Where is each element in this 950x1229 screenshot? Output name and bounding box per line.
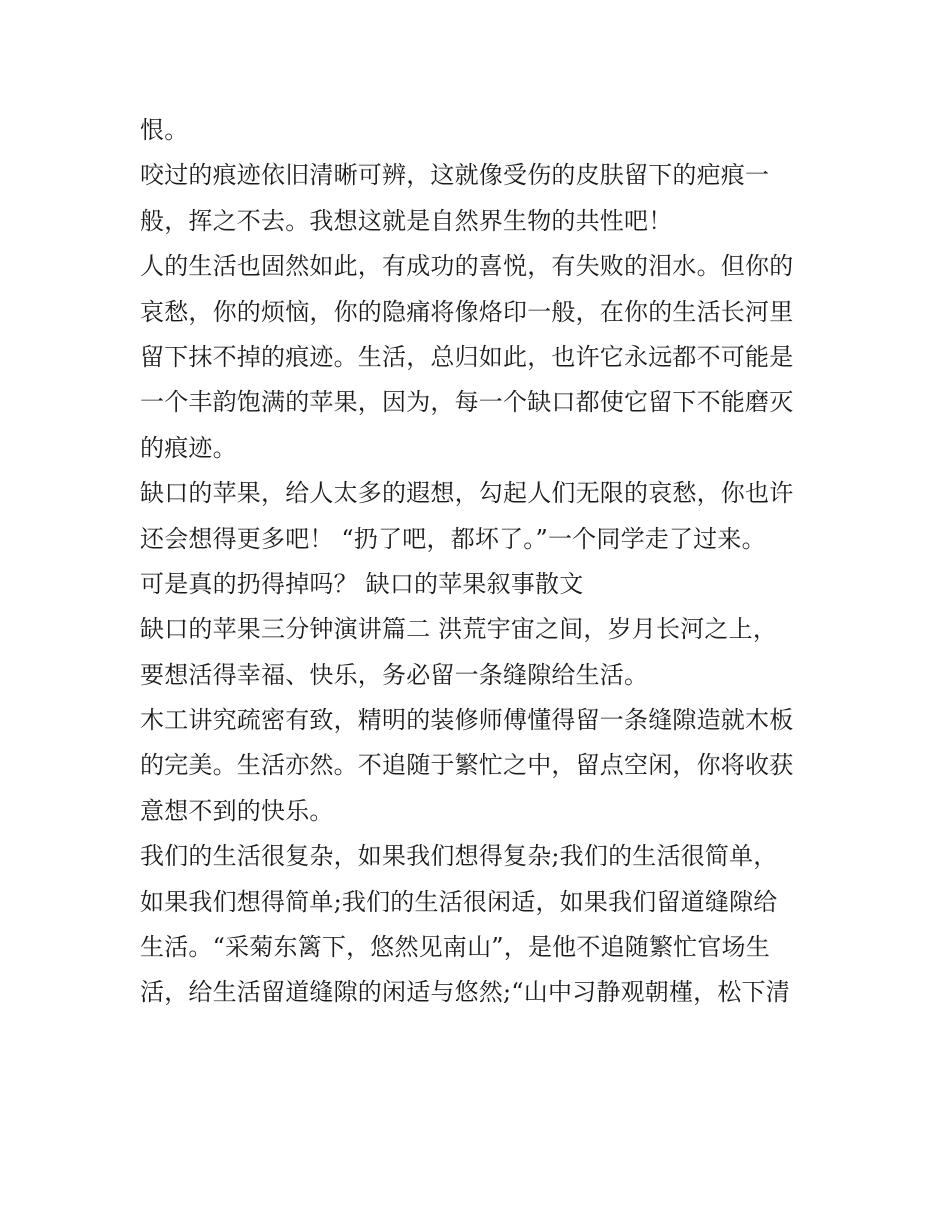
text-line: 要想活得幸福、快乐，务必留一条缝隙给生活。: [140, 660, 649, 689]
text-line: 般，挥之不去。我想这就是自然界生物的共性吧！: [140, 206, 673, 235]
text-line: 哀愁，你的烦恼，你的隐痛将像烙印一般，在你的生活长河里: [140, 297, 794, 326]
text-line: 意想不到的快乐。: [140, 796, 334, 825]
text-line: 可是真的扔得掉吗？ 缺口的苹果叙事散文: [140, 569, 584, 598]
body-text: [140, 108, 820, 1016]
text-line: 如果我们想得简单;我们的生活很闲适，如果我们留道缝隙给: [140, 887, 778, 916]
text-line: 留下抹不掉的痕迹。生活，总归如此，也许它永远都不可能是: [140, 342, 794, 371]
text-line: 缺口的苹果，给人太多的遐想，勾起人们无限的哀愁，你也许: [140, 479, 794, 508]
text-line: 木工讲究疏密有致，精明的装修师傅懂得留一条缝隙造就木板: [140, 706, 794, 735]
text-line: 的完美。生活亦然。不追随于繁忙之中，留点空闲，你将收获: [140, 751, 794, 780]
text-line: 缺口的苹果三分钟演讲篇二 洪荒宇宙之间，岁月长河之上，: [140, 615, 778, 644]
text-line: 人的生活也固然如此，有成功的喜悦，有失败的泪水。但你的: [140, 252, 794, 281]
text-line: 活，给生活留道缝隙的闲适与悠然;“山中习静观朝槿，松下清: [140, 978, 790, 1007]
text-line: 生活。“采菊东篱下，悠然见南山”，是他不追随繁忙官场生: [140, 933, 770, 962]
text-line: 的痕迹。: [140, 433, 237, 462]
text-line: 咬过的痕迹依旧清晰可辨，这就像受伤的皮肤留下的疤痕一: [140, 161, 770, 190]
text-line: 恨。: [140, 116, 189, 144]
text-line: 还会想得更多吧！ “扔了吧，都坏了。”一个同学走了过来。: [140, 524, 766, 553]
text-line: 一个丰韵饱满的苹果，因为，每一个缺口都使它留下不能磨灭: [140, 388, 794, 417]
text-line: 我们的生活很复杂，如果我们想得复杂;我们的生活很简单，: [140, 842, 778, 871]
